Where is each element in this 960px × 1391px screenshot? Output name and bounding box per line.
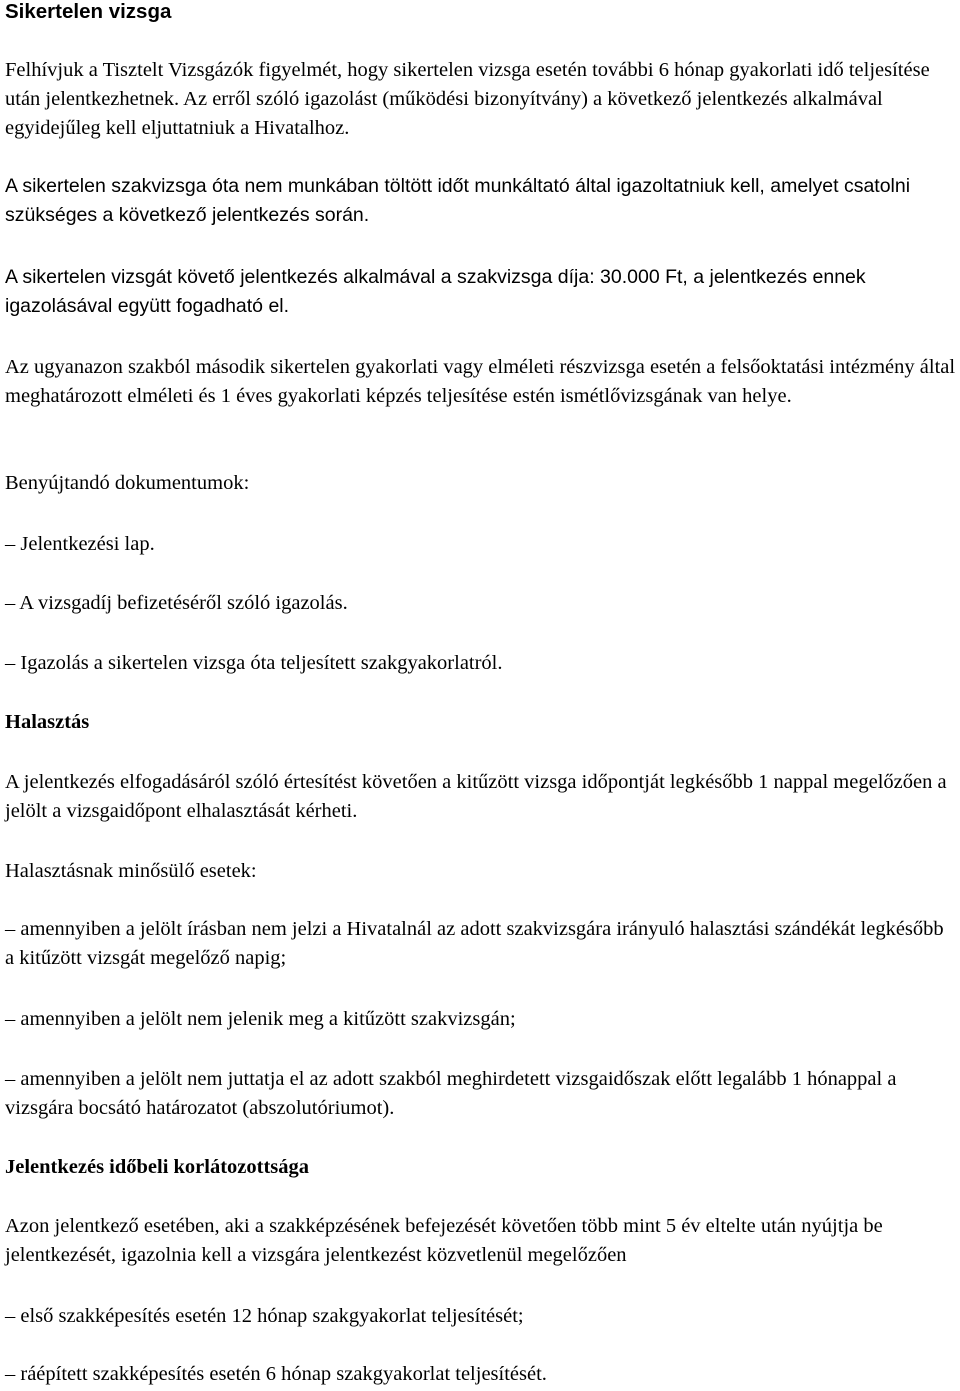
limit-list-item: – első szakképesítés esetén 12 hónap szakgyakorlat teljesítését;: [5, 1305, 524, 1327]
limit-list-item: – ráépített szakképesítés esetén 6 hónap szakgyakorlat teljesítését.: [5, 1363, 547, 1385]
document-list-item: – Jelentkezési lap.: [5, 533, 155, 555]
heading-sikertelen-vizsga: Sikertelen vizsga: [5, 0, 172, 23]
paragraph-postponement: A jelentkezés elfogadásáról szóló értesítést követően a kitűzött vizsga időpontját legkésőbb 1 nappal megelőzően a jelölt a vizsgaidőpont elhalasztását kérheti.: [5, 771, 947, 822]
paragraph-employer-certification: A sikertelen szakvizsga óta nem munkában töltött időt munkáltató által igazoltatniuk kell, amelyet csatolni szükséges a következő jelentkezés során.: [5, 175, 911, 226]
case-list-item: – amennyiben a jelölt írásban nem jelzi a Hivatalnál az adott szakvizsgára irányuló halasztási szándékát legkésőbb a kitűzött vizsgát megelőző napig;: [5, 918, 944, 969]
heading-halasztas: Halasztás: [5, 711, 90, 733]
paragraph-exam-fee: A sikertelen vizsgát követő jelentkezés alkalmával a szakvizsga díja: 30.000 Ft, a jelentkezés ennek igazolásával együtt fogadható el.: [5, 266, 866, 317]
paragraph-failed-exam-notice: Felhívjuk a Tisztelt Vizsgázók figyelmét, hogy sikertelen vizsga esetén további 6 hónap gyakorlati idő teljesítése után jelentkezhetnek. Az erről szóló igazolást (működési bizonyítvány) a következő jelentkezés alkalmával egyidejűleg kell eljuttatniuk a Hivatalhoz.: [5, 59, 930, 139]
document-list-item: – Igazolás a sikertelen vizsga óta teljesített szakgyakorlatról.: [5, 652, 503, 674]
documents-label: Benyújtandó dokumentumok:: [5, 472, 250, 494]
document-list-item: – A vizsgadíj befizetéséről szóló igazolás.: [5, 592, 348, 614]
case-list-item: – amennyiben a jelölt nem juttatja el az adott szakból meghirdetett vizsgaidőszak előtt legalább 1 hónappal a vizsgára bocsátó határozatot (abszolutóriumot).: [5, 1068, 897, 1119]
cases-label: Halasztásnak minősülő esetek:: [5, 860, 257, 882]
paragraph-second-failure: Az ugyanazon szakból második sikertelen gyakorlati vagy elméleti részvizsga esetén a felsőoktatási intézmény által meghatározott elméleti és 1 éves gyakorlati képzés teljesítése estén ismétlővizsgának van helye.: [5, 356, 956, 407]
case-list-item: – amennyiben a jelölt nem jelenik meg a kitűzött szakvizsgán;: [5, 1008, 516, 1030]
paragraph-time-limitation: Azon jelentkező esetében, aki a szakképzésének befejezését követően több mint 5 év eltelte után nyújtja be jelentkezését, igazolnia kell a vizsgára jelentkezést közvetlenül megelőzően: [5, 1215, 883, 1266]
heading-time-limitation: Jelentkezés időbeli korlátozottsága: [5, 1156, 310, 1178]
